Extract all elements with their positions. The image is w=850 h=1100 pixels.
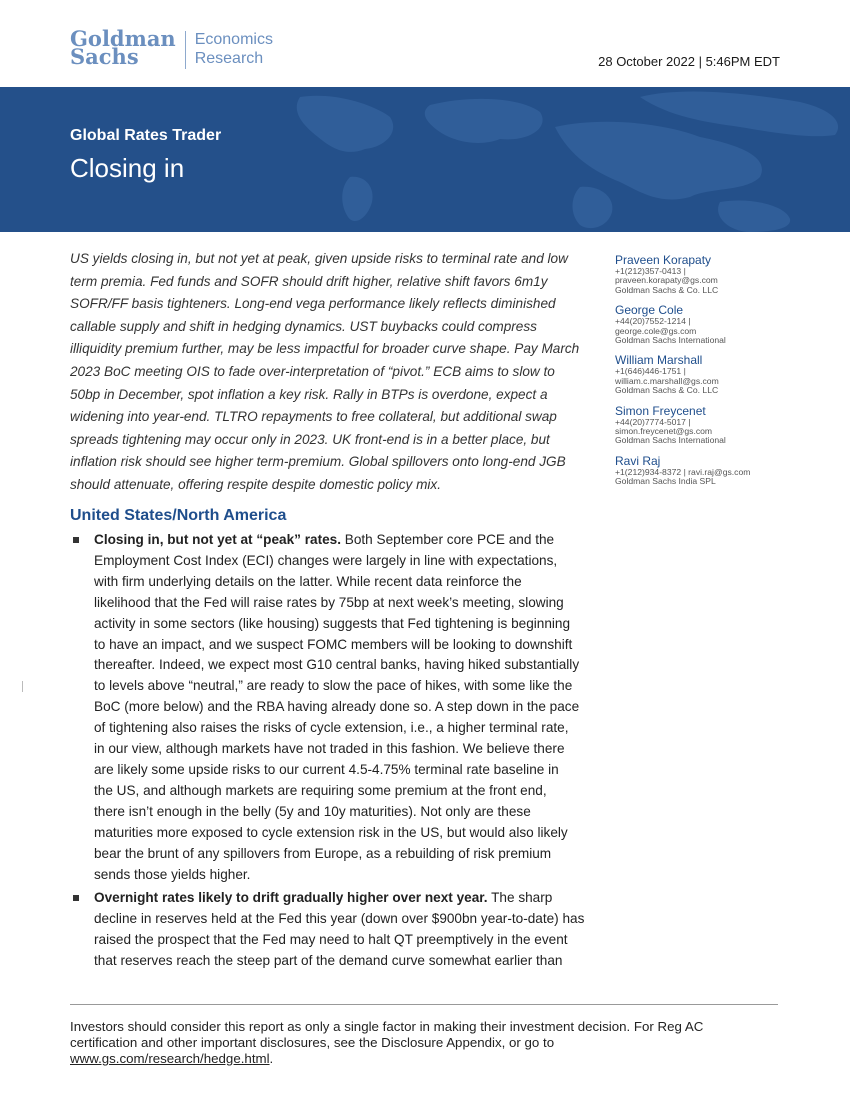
author-email[interactable]: praveen.korapaty@gs.com [615, 275, 718, 286]
bullet-line: Employment Cost Index (ECI) changes were largely in line with expectations, [94, 552, 558, 568]
bullet-line: maturities more exposed to cycle extension risk in the US, but would also likely [94, 824, 568, 840]
bullet-lead: Closing in, but not yet at “peak” rates. [94, 532, 341, 547]
bullet-lead: Overnight rates likely to drift gradually higher over next year. [94, 890, 488, 906]
author-entity: Goldman Sachs International [615, 335, 726, 346]
author-contact[interactable]: +1(212)934-8372 | ravi.raj@gs.com [615, 466, 751, 477]
author-entity: Goldman Sachs & Co. LLC [615, 385, 719, 396]
logo-wordmark [70, 26, 176, 69]
bullet-line: with firm underlying details on the latter. While recent data reinforce the [94, 573, 522, 589]
author-entity: Goldman Sachs International [615, 435, 726, 446]
summary-line: inflation risk should see higher term-premium. Global spillovers onto long-end JGB [70, 454, 566, 470]
author-phone: +1(212)357-0413 | [615, 266, 686, 276]
bullet-first-line [94, 888, 600, 909]
footer-divider [70, 1004, 778, 1005]
bullet-line: the US, and although markets are requiring some premium at the front end, [94, 782, 547, 798]
title-banner [0, 87, 850, 232]
footer-period: . [269, 1051, 274, 1066]
bullet-line: raised the prospect that the Fed may need to halt QT preemptively in the event [94, 932, 568, 948]
footer-line: certification and other important disclosures, see the Disclosure Appendix, or go to [70, 1035, 555, 1050]
square-bullet-icon [73, 895, 79, 901]
bullet-line: activity in some sectors (like housing) suggests that Fed tightening is beginning [94, 615, 571, 631]
bullet-item [70, 888, 600, 972]
bullet-text: Both September core PCE and the [341, 532, 555, 547]
logo-divider [185, 31, 186, 69]
author-name[interactable]: Ravi Raj [615, 453, 661, 468]
author-name[interactable]: Simon Freycenet [615, 403, 706, 418]
author-phone: +44(20)7774-5017 | [615, 416, 691, 427]
logo-line-2: Sachs [70, 44, 139, 69]
summary-line: spreads tightening may occur only in 2023. UK front-end is in a better place, but [70, 431, 550, 447]
footer-link-line [70, 1051, 780, 1067]
author-entity: Goldman Sachs & Co. LLC [615, 284, 719, 295]
author-list [615, 253, 815, 495]
author-card [615, 454, 815, 487]
author-entity: Goldman Sachs India SPL [615, 476, 716, 487]
logo-sub-2: Research [194, 50, 264, 67]
report-title: Closing in [70, 153, 185, 183]
summary-line: SOFR/FF basis tighteners. Long-end vega performance likely reflects diminished [70, 296, 556, 312]
author-card [615, 353, 815, 395]
bullet-line: of tightening also raises the risks of cycle extension, i.e., a higher terminal rate, [94, 720, 569, 736]
bullet-item [70, 530, 600, 885]
summary-line: term premia. Fed funds and SOFR should drift higher, relative shift favors 6m1y [70, 273, 548, 289]
bullet-line: to have an impact, and we suspect FOMC members will be looking to downshift [94, 636, 573, 652]
disclosure-footer [70, 1019, 780, 1067]
bullet-line: decline in reserves held at the Fed this year (down over $900bn year-to-date) has [94, 911, 585, 927]
author-phone: +1(646)446-1751 | [615, 366, 686, 377]
bullet-line: BoC (more below) and the RBA having already done so. A step down in the pace [94, 699, 580, 715]
bullet-line: thereafter. Indeed, we expect most G10 central banks, having hiked substantially [94, 657, 580, 673]
bullet-line: bear the brunt of any spillovers from Europe, as a rebuilding of risk premium [94, 845, 552, 861]
bullet-line: there isn’t enough in the belly (5y and 10y maturities). Not only are these [94, 803, 531, 819]
author-email[interactable]: george.cole@gs.com [615, 325, 697, 336]
bullet-list [70, 530, 600, 972]
author-name[interactable]: Praveen Korapaty [615, 253, 712, 267]
author-card [615, 253, 815, 295]
summary-line: illiquidity premium further, may be less impactful for broader curve shape. Pay March [70, 341, 580, 357]
logo-sub-1: Economics [194, 31, 273, 48]
logo-line-1: Goldman [70, 26, 176, 51]
disclosure-link[interactable]: www.gs.com/research/hedge.html [70, 1051, 270, 1066]
footer-line: Investors should consider this report as only a single factor in making their investment decision. For Reg AC [70, 1019, 704, 1034]
author-card [615, 404, 815, 446]
bullet-line: likelihood that the Fed will raise rates by 75bp at next week’s meeting, slowing [94, 594, 564, 610]
bullet-line: are likely some upside risks to our current 4.5-4.75% terminal rate baseline in [94, 761, 559, 777]
author-phone: +44(20)7552-1214 | [615, 316, 691, 327]
bullet-line: that reserves reach the steep part of the demand curve somewhat earlier than [94, 953, 563, 969]
summary-line: callable supply and shift in hedging dynamics. UST buybacks could compress [70, 318, 537, 334]
summary-line: 50bp in December, spot inflation a key risk. Rally in BTPs is overdone, expect a [70, 386, 548, 402]
summary-line: 2023 BoC meeting OIS to fade over-interpretation of “pivot.” ECB aims to slow to [70, 363, 555, 379]
bullet-text: The sharp [487, 890, 553, 906]
section-heading: United States/North America [70, 507, 287, 524]
author-name[interactable]: William Marshall [615, 353, 703, 368]
bullet-line: to levels above “neutral,” are ready to slow the pace of hikes, with some like the [94, 678, 573, 694]
author-card [615, 303, 815, 345]
margin-mark [22, 681, 23, 692]
bullet-line: in our view, although markets have not traded in this fashion. We believe there [94, 741, 565, 757]
bullet-first-line [94, 530, 600, 551]
summary-line: widening into year-end. TLTRO repayments to free collateral, but additional swap [70, 409, 557, 425]
goldman-sachs-logo [70, 26, 273, 69]
square-bullet-icon [73, 537, 79, 543]
summary-abstract [70, 248, 602, 497]
logo-division [195, 30, 273, 68]
summary-line: US yields closing in, but not yet at peak, given upside risks to terminal rate and low [70, 251, 568, 266]
report-series: Global Rates Trader [70, 127, 222, 144]
bullet-line: sends those yields higher. [94, 866, 251, 882]
author-email[interactable]: simon.freycenet@gs.com [615, 426, 713, 437]
author-name[interactable]: George Cole [615, 303, 684, 318]
summary-line: should attenuate, offering respite despite domestic policy mix. [70, 476, 442, 492]
report-date: 28 October 2022 | 5:46PM EDT [598, 54, 780, 69]
author-email[interactable]: william.c.marshall@gs.com [615, 375, 719, 386]
